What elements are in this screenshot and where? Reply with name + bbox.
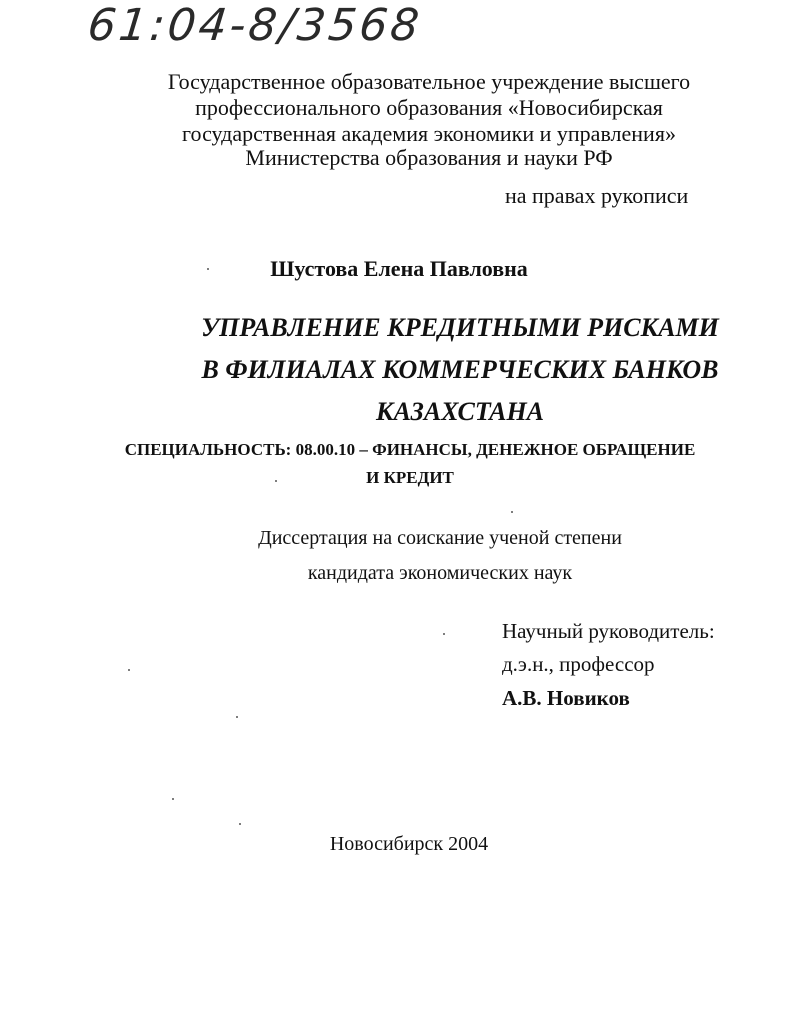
scan-speck xyxy=(128,669,130,671)
dissertation-line-1: Диссертация на соискание ученой степени xyxy=(258,527,622,549)
manuscript-note: на правах рукописи xyxy=(505,183,689,208)
institution-line-2: профессионального образования «Новосибирская xyxy=(195,95,663,120)
scan-speck xyxy=(239,823,241,825)
author-name: Шустова Елена Павловна xyxy=(270,256,528,281)
title-line-2: В ФИЛИАЛАХ КОММЕРЧЕСКИХ БАНКОВ xyxy=(201,355,719,384)
dissertation-line-2: кандидата экономических наук xyxy=(307,562,573,584)
scan-speck xyxy=(172,798,174,800)
institution-line-3: государственная академия экономики и управления» xyxy=(182,121,676,146)
scan-speck xyxy=(511,511,513,513)
supervisor-name: А.В. Новиков xyxy=(502,686,630,710)
institution-line-1: Государственное образовательное учреждение высшего xyxy=(167,69,691,94)
specialty-line-2: И КРЕДИТ xyxy=(366,468,454,487)
scan-speck xyxy=(236,716,238,718)
supervisor-label: Научный руководитель: xyxy=(502,619,715,643)
archive-number: 61:04-8/3568 xyxy=(85,0,425,51)
scan-speck xyxy=(207,268,209,270)
supervisor-degree: д.э.н., профессор xyxy=(502,652,655,676)
scan-speck xyxy=(275,480,277,482)
scan-speck xyxy=(443,633,445,635)
city-year: Новосибирск 2004 xyxy=(329,833,489,855)
title-line-1: УПРАВЛЕНИЕ КРЕДИТНЫМИ РИСКАМИ xyxy=(201,313,719,342)
institution-line-4: Министерства образования и науки РФ xyxy=(245,145,613,170)
title-line-3: КАЗАХСТАНА xyxy=(375,397,545,426)
specialty-line-1: СПЕЦИАЛЬНОСТЬ: 08.00.10 – ФИНАНСЫ, ДЕНЕЖНОЕ ОБРАЩЕНИЕ xyxy=(124,440,696,459)
